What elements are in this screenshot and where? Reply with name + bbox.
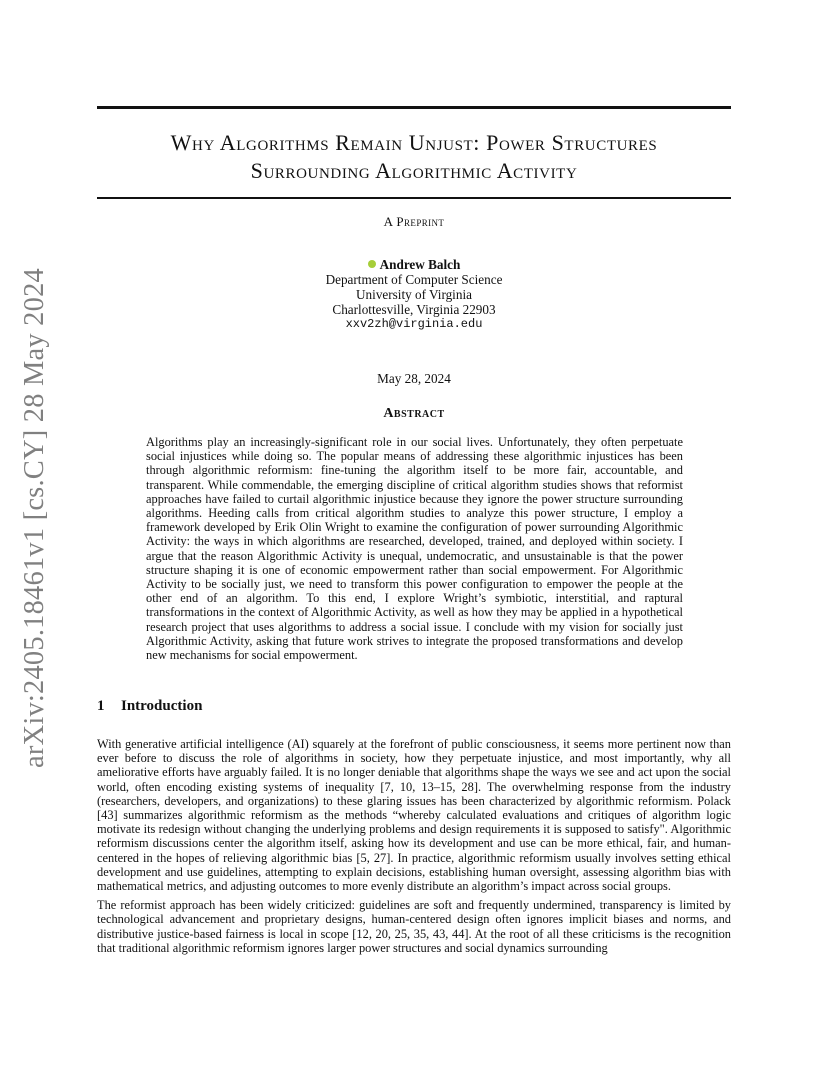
publication-date: May 28, 2024 bbox=[377, 371, 451, 386]
author-block bbox=[97, 257, 731, 332]
section-title: Introduction bbox=[121, 698, 203, 714]
section-number: 1 bbox=[97, 698, 105, 714]
author-university: University of Virginia bbox=[356, 287, 472, 302]
title-top-rule bbox=[97, 106, 731, 109]
paper-title-line-1: Why Algorithms Remain Unjust: Power Structures bbox=[170, 130, 658, 155]
preprint-label: A Preprint bbox=[383, 214, 445, 229]
paper-title-line-2: Surrounding Algorithmic Activity bbox=[250, 158, 578, 183]
author-location: Charlottesville, Virginia 22903 bbox=[332, 302, 496, 317]
body-paragraph: The reformist approach has been widely criticized: guidelines are soft and frequently undermined, transparency is limited by technological advancement and proprietary designs, human-centered design often ignores implicit biases and norms, and distributive justice-based fairness is local in scope [12, 20, 25, 35, 43, 44]. At the root of all these criticisms is the recognition that traditional algorithmic reformism ignores larger power structures and social dynamics surrounding bbox=[97, 898, 731, 955]
author-department: Department of Computer Science bbox=[325, 272, 503, 287]
author-name: Andrew Balch bbox=[379, 257, 461, 272]
paper-title bbox=[97, 129, 731, 185]
abstract-heading: Abstract bbox=[383, 406, 445, 421]
arxiv-side-identifier bbox=[0, 268, 70, 768]
title-bottom-rule bbox=[97, 197, 731, 199]
arxiv-identifier-text: arXiv:2405.18461v1 [cs.CY] 28 May 2024 bbox=[19, 268, 50, 768]
orcid-icon[interactable] bbox=[368, 260, 376, 268]
author-line bbox=[97, 257, 731, 272]
abstract-text: Algorithms play an increasingly-significant role in our social lives. Unfortunately, they often perpetuate social injustices while doing so. The popular means of addressing these algorithmic injustices has been through algorithmic reformism: fine-tuning the algorithm itself to be more fair, accountable, and transparent. While commendable, the emerging discipline of critical algorithm studies shows that reformist approaches have failed to curtail algorithmic injustice because they ignore the power structure surrounding algorithms. Heeding calls from critical algorithm studies to analyze this power structure, I employ a framework developed by Erik Olin Wright to examine the configuration of power surrounding Algorithmic Activity: the ways in which algorithms are researched, developed, trained, and deployed within society. I argue that the reason Algorithmic Activity is unequal, undemocratic, and unsustainable is that the power structure shaping it is one of economic empowerment rather than social empowerment. For Algorithmic Activity to be socially just, we need to transform this power configuration to empower the people at the other end of an algorithm. To this end, I explore Wright’s symbiotic, interstitial, and raptural transformations in the context of Algorithmic Activity, as well as how they may be applied in a hypothetical research project that uses algorithms to address a social issue. I conclude with my vision for socially just Algorithmic Activity, asking that future work strives to integrate the proposed transformations and develop new mechanisms for social empowerment. bbox=[146, 435, 683, 663]
author-email[interactable]: xxv2zh@virginia.edu bbox=[345, 317, 483, 331]
section-heading bbox=[97, 698, 731, 715]
body-paragraph: With generative artificial intelligence (AI) squarely at the forefront of public consciousness, it seems more pertinent now than ever before to discuss the role of algorithms in society, how they perpetuate injustice, and most importantly, why all ameliorative efforts have arguably failed. It is no longer deniable that algorithms shape the ways we see and act upon the social world, often encoding existing systems of inequality [7, 10, 13–15, 28]. The overwhelming response from the industry (researchers, developers, and organizations) to these glaring issues has been characterized by algorithmic reformism. Polack [43] summarizes algorithmic reformism as the methods “whereby calculated evaluations and critiques of algorithm logic motivate its redesign without changing the underlying problems and design requirements it is supposed to satisfy". Algorithmic reformism discussions center the algorithm itself, asking how its development and use can be more ethical, fair, and human-centered in the hopes of relieving algorithmic bias [5, 27]. In practice, algorithmic reformism usually involves setting ethical development and use guidelines, attempting to explain decisions, establishing human oversight, assessing algorithm bias with mathematical metrics, and adjusting outcomes to more evenly distribute an algorithm’s impact across social groups. bbox=[97, 737, 731, 894]
section-body bbox=[97, 737, 731, 960]
